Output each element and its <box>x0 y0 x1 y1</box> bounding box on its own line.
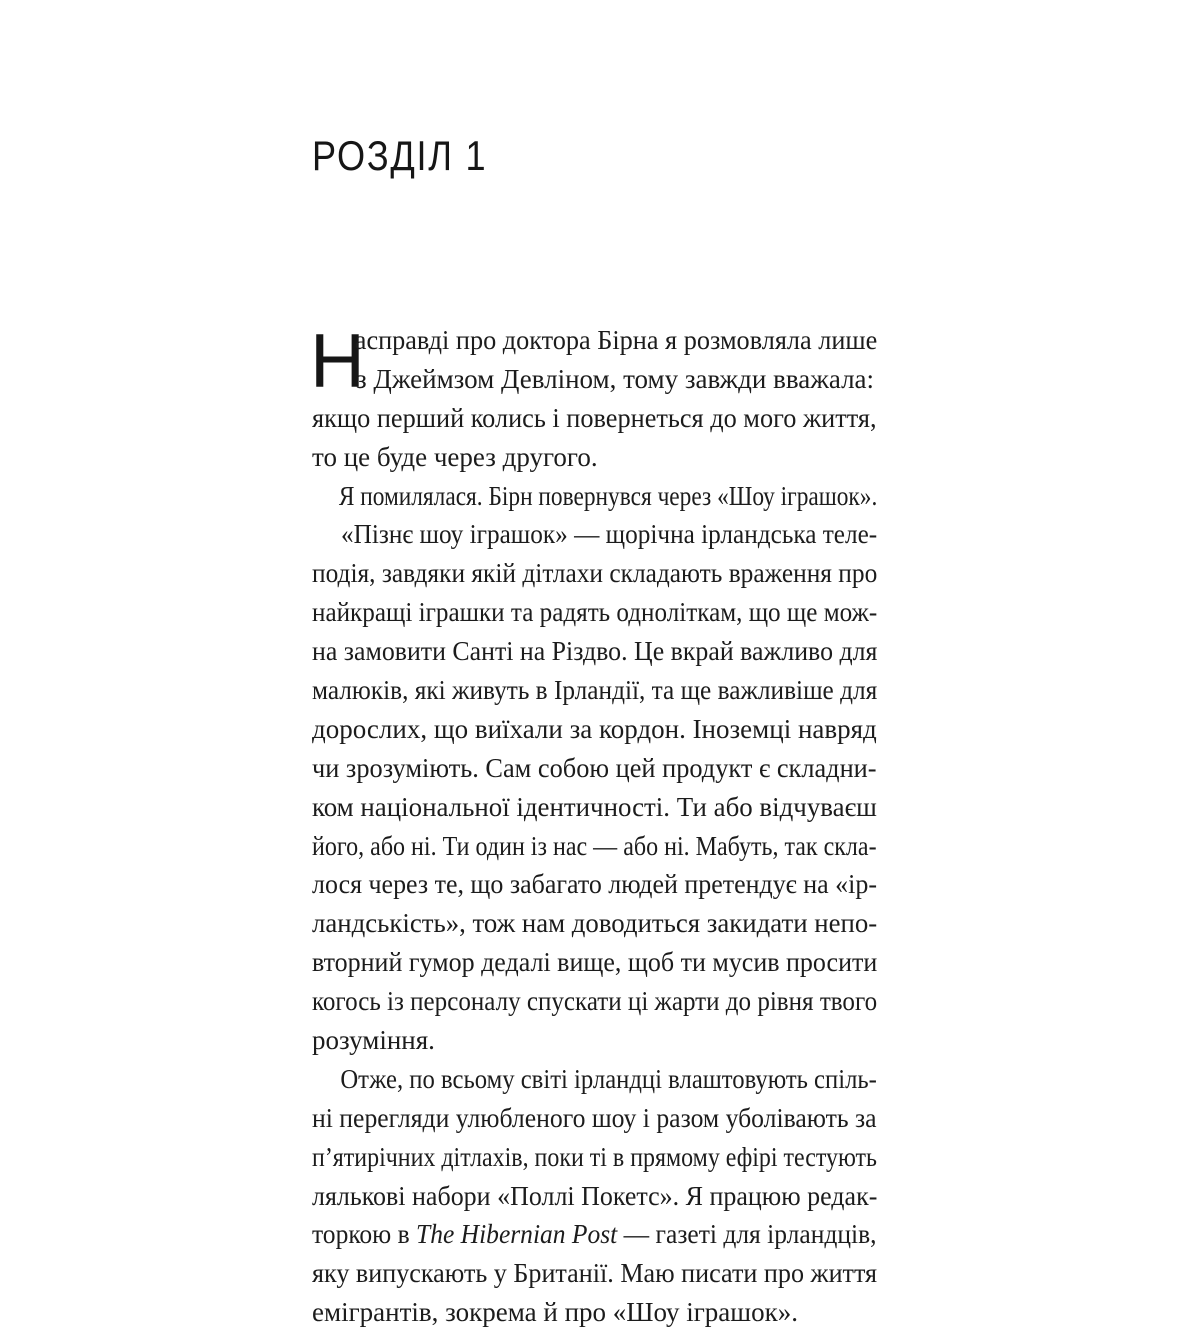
text-line: то це буде через другого. <box>312 441 598 472</box>
text-line: його, або ні. Ти один із нас — або ні. Мабуть, так скла- <box>312 830 877 861</box>
text-line: емігрантів, зокрема й про «Шоу іграшок». <box>312 1297 798 1328</box>
text-line: ні перегляди улюбленого шоу і разом уболівають за <box>312 1102 877 1133</box>
text-line: яку випускають у Британії. Маю писати про життя <box>312 1258 878 1289</box>
text-line: «Пізнє шоу іграшок» — щорічна ірландська теле- <box>340 519 878 550</box>
chapter-body <box>312 321 877 1332</box>
text-line: лялькові набори «Поллі Покетс». Я працюю редак- <box>312 1180 878 1211</box>
text-line: на замовити Санті на Різдво. Це вкрай важливо для <box>312 636 878 667</box>
text-line: асправді про доктора Бірна я розмовляла лише <box>354 325 878 355</box>
drop-cap: Н <box>310 319 365 404</box>
text-line: з Джеймзом Девліном, тому завжди вважала: <box>356 363 875 394</box>
text-line: малюків, які живуть в Ірландії, та ще важливіше для <box>312 675 878 706</box>
publication-name: The Hibernian Post <box>416 1219 618 1250</box>
text-segment: — газеті для ірландців, <box>623 1219 877 1250</box>
text-line: подія, завдяки якій дітлахи складають враження про <box>312 558 878 589</box>
text-line: ландськість», тож нам доводиться закидати непо- <box>312 908 878 939</box>
text-segment: торкою в <box>312 1219 410 1250</box>
text-line: розуміння. <box>312 1025 435 1056</box>
text-line: якщо перший колись і повернеться до мого життя, <box>312 402 877 433</box>
text-line: лося через те, що забагато людей претендує на «ір- <box>312 869 877 900</box>
text-line: чи зрозуміють. Сам собою цей продукт є складни- <box>312 752 877 783</box>
text-line: когось із персоналу спускати ці жарти до рівня твого <box>312 986 878 1017</box>
text-line: Я помилялася. Бірн повернувся через «Шоу іграшок». <box>338 480 878 511</box>
chapter-title: РОЗДІЛ 1 <box>312 132 488 179</box>
text-line: найкращі іграшки та радять одноліткам, що ще мож- <box>312 597 878 628</box>
text-line: Отже, по всьому світі ірландці влаштовують спіль- <box>340 1063 877 1094</box>
text-line: вторний гумор дедалі вище, щоб ти мусив просити <box>312 947 878 978</box>
text-line <box>312 1215 877 1254</box>
text-line: дорослих, що виїхали за кордон. Іноземці навряд <box>312 713 877 744</box>
text-line: ком національної ідентичності. Ти або відчуваєш <box>312 791 877 822</box>
text-line: п’ятирічних дітлахів, поки ті в прямому ефірі тестують <box>312 1141 877 1172</box>
